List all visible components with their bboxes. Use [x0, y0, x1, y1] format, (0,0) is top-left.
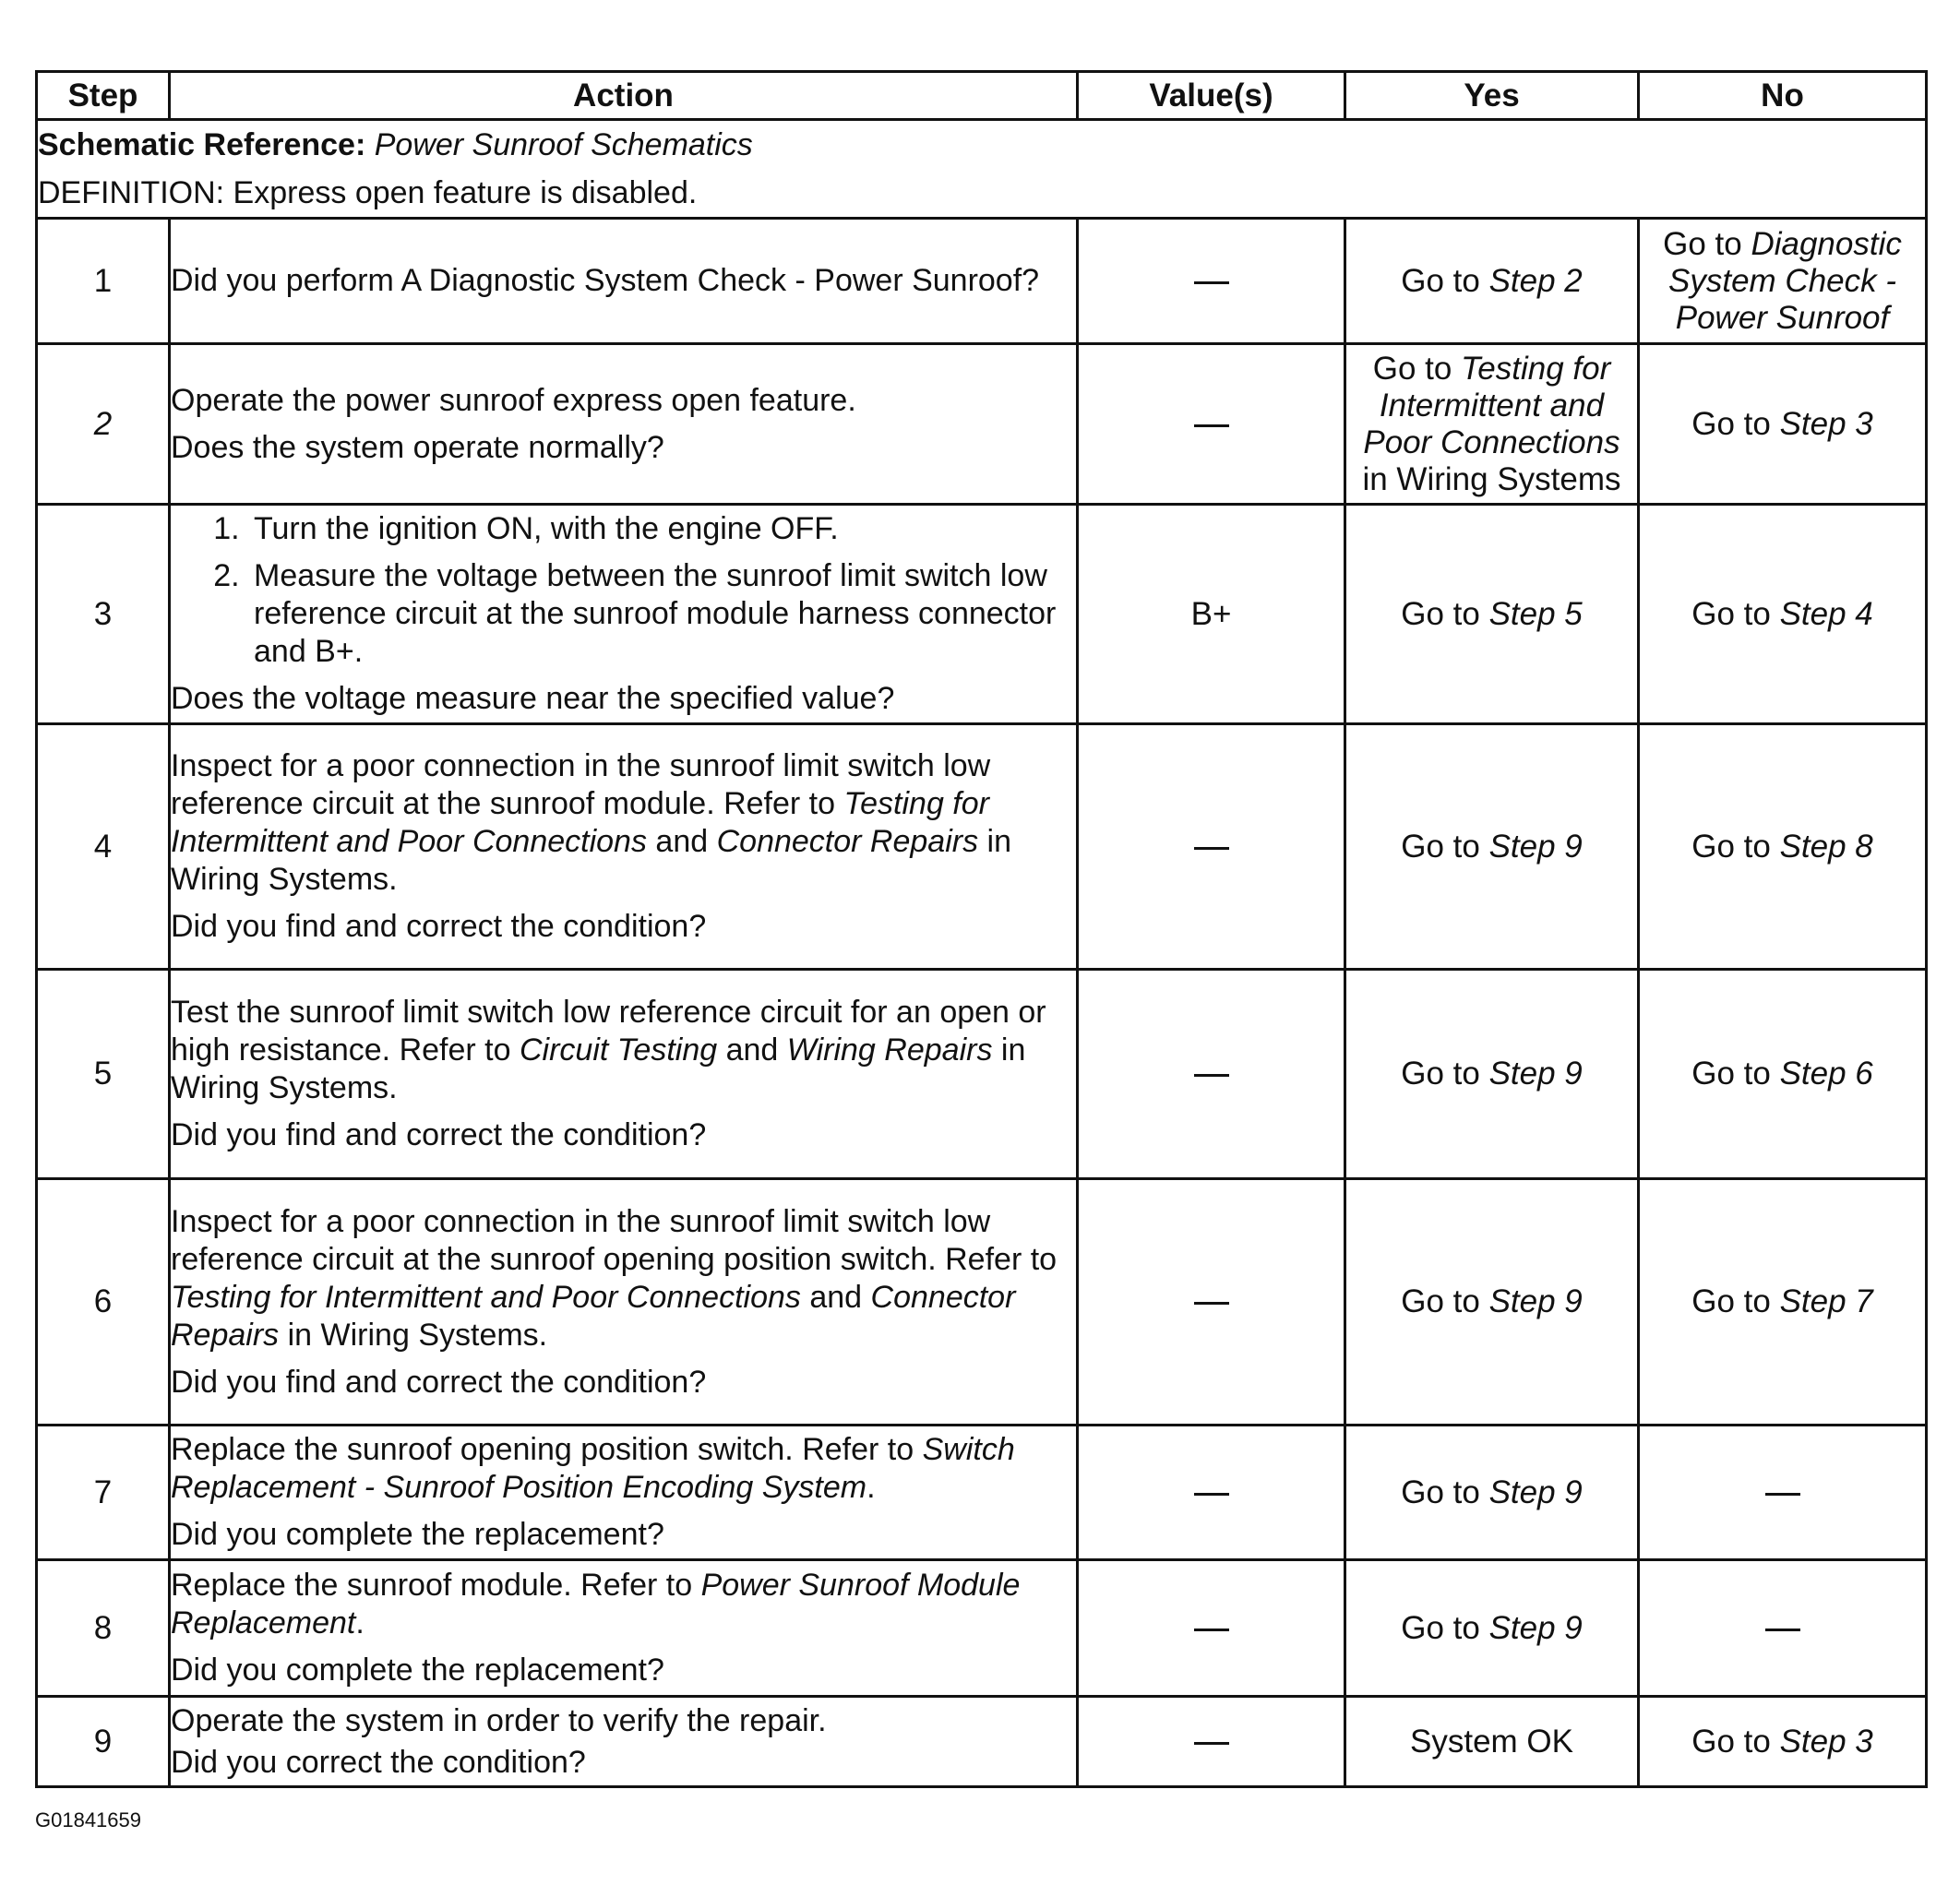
action-question: Does the system operate normally?	[171, 429, 664, 465]
list-item: 2. Measure the voltage between the sunroof limit switch low reference circuit at the sunroof module harness connector and B+.	[248, 557, 1076, 671]
no-prefix: Go to	[1691, 1056, 1771, 1092]
action-question: Did you find and correct the condition?	[171, 909, 707, 944]
no-step-link[interactable]: Diagnostic System Check - Power Sunroof	[1668, 225, 1902, 336]
yes-step-link[interactable]: Testing for Intermittent and Poor Connections	[1363, 350, 1620, 460]
action-question: Did you complete the replacement?	[171, 1517, 664, 1552]
header-step: Step	[37, 72, 170, 120]
no-cell	[1639, 505, 1927, 724]
action-connector: and	[809, 1279, 863, 1315]
no-cell	[1639, 1560, 1927, 1697]
table-row	[37, 1697, 1927, 1787]
action-cell	[170, 1560, 1078, 1697]
no-prefix: Go to	[1663, 225, 1742, 262]
yes-step-link[interactable]: Step 9	[1488, 1056, 1583, 1092]
action-cell	[170, 1179, 1078, 1426]
schematic-reference-link[interactable]: Power Sunroof Schematics	[374, 127, 753, 162]
dash-mark	[1194, 1742, 1229, 1745]
figure-id: G01841659	[35, 1808, 141, 1831]
no-cell	[1639, 724, 1927, 970]
step-number: 6	[37, 1179, 170, 1426]
yes-prefix: Go to	[1401, 1609, 1480, 1646]
no-step-link[interactable]: Step 4	[1779, 595, 1873, 632]
action-question: Did you complete the replacement?	[171, 1652, 664, 1688]
yes-step-link[interactable]: Step 9	[1488, 828, 1583, 865]
step-number: 7	[37, 1426, 170, 1560]
yes-cell	[1345, 1560, 1639, 1697]
step-number: 2	[37, 344, 170, 505]
no-cell	[1639, 1426, 1927, 1560]
action-period: .	[355, 1605, 365, 1640]
reference-link[interactable]: Circuit Testing	[519, 1032, 718, 1068]
header-values: Value(s)	[1078, 72, 1345, 120]
diagnostic-table	[35, 70, 1928, 1788]
yes-prefix: Go to	[1401, 1283, 1480, 1319]
table-row	[37, 1179, 1927, 1426]
action-text: Operate the system in order to verify the repair.	[171, 1702, 827, 1738]
no-prefix: Go to	[1691, 1283, 1771, 1319]
reference-link[interactable]: Testing for Intermittent and Poor Connections	[171, 1279, 801, 1315]
action-text	[171, 1431, 1076, 1507]
no-step-link[interactable]: Step 6	[1779, 1056, 1873, 1092]
diagnostic-table-container	[35, 70, 1925, 1788]
no-cell	[1639, 344, 1927, 505]
yes-step-link[interactable]: Step 5	[1488, 595, 1583, 632]
no-cell	[1639, 1697, 1927, 1787]
dash-mark	[1194, 1493, 1229, 1496]
header-row	[37, 72, 1927, 120]
step-number: 5	[37, 970, 170, 1179]
header-yes: Yes	[1345, 72, 1639, 120]
yes-prefix: Go to	[1401, 262, 1480, 299]
action-sentence: Inspect for a poor connection in the sunroof limit switch low reference circuit at the sunroof opening position switch. Refer to	[171, 1203, 1058, 1277]
reference-link[interactable]: Switch Replacement - Sunroof Position Encoding System	[171, 1432, 1015, 1505]
dash-mark	[1765, 1493, 1800, 1496]
yes-cell	[1345, 724, 1639, 970]
no-cell	[1639, 1179, 1927, 1426]
action-cell	[170, 344, 1078, 505]
action-suffix: in Wiring Systems.	[171, 824, 1012, 897]
action-text	[171, 747, 1076, 899]
table-row	[37, 505, 1927, 724]
action-cell	[170, 724, 1078, 970]
step-number: 1	[37, 219, 170, 344]
action-suffix: in Wiring Systems.	[287, 1317, 548, 1353]
reference-link[interactable]: Power Sunroof Module Replacement	[171, 1568, 1021, 1640]
action-cell	[170, 1426, 1078, 1560]
reference-link[interactable]: Wiring Repairs	[786, 1032, 993, 1068]
dash-mark	[1194, 281, 1229, 284]
yes-cell	[1345, 1179, 1639, 1426]
action-suffix: in Wiring Systems.	[171, 1032, 1026, 1105]
step-number: 9	[37, 1697, 170, 1787]
value-cell	[1078, 1426, 1345, 1560]
yes-cell: System OK	[1345, 1697, 1639, 1787]
no-prefix: Go to	[1691, 828, 1771, 865]
table-row	[37, 344, 1927, 505]
action-list	[171, 510, 1076, 671]
value-cell	[1078, 1560, 1345, 1697]
reference-link[interactable]: Testing for Intermittent and Poor Connections	[171, 786, 989, 859]
yes-cell	[1345, 970, 1639, 1179]
schematic-reference-row	[37, 120, 1927, 219]
action-question: Did you find and correct the condition?	[171, 1364, 707, 1400]
reference-link[interactable]: Connector Repairs	[716, 824, 979, 859]
action-cell	[170, 505, 1078, 724]
dash-mark	[1194, 424, 1229, 427]
dash-mark	[1765, 1629, 1800, 1631]
action-cell	[170, 219, 1078, 344]
no-prefix: Go to	[1691, 1723, 1771, 1760]
dash-mark	[1194, 847, 1229, 850]
no-step-link[interactable]: Step 3	[1779, 405, 1873, 442]
action-period: .	[866, 1470, 876, 1505]
yes-prefix: Go to	[1401, 595, 1480, 632]
dash-mark	[1194, 1302, 1229, 1305]
action-sentence: Replace the sunroof opening position switch. Refer to	[171, 1432, 914, 1467]
value-cell: B+	[1078, 505, 1345, 724]
dash-mark	[1194, 1074, 1229, 1077]
table-row	[37, 970, 1927, 1179]
action-text	[171, 1203, 1076, 1354]
yes-cell	[1345, 219, 1639, 344]
no-prefix: Go to	[1691, 595, 1771, 632]
action-question: Did you find and correct the condition?	[171, 1117, 707, 1152]
yes-cell	[1345, 1426, 1639, 1560]
action-text: Operate the power sunroof express open feature.	[171, 382, 856, 418]
value-cell	[1078, 970, 1345, 1179]
list-item: 1. Turn the ignition ON, with the engine OFF.	[248, 510, 1076, 548]
action-question: Did you correct the condition?	[171, 1744, 586, 1780]
step-number: 3	[37, 505, 170, 724]
yes-prefix: Go to	[1401, 1056, 1480, 1092]
table-row	[37, 724, 1927, 970]
action-text	[171, 994, 1076, 1107]
no-step-link[interactable]: Step 7	[1779, 1283, 1873, 1319]
yes-prefix: Go to	[1401, 828, 1480, 865]
value-cell	[1078, 724, 1345, 970]
yes-cell	[1345, 344, 1639, 505]
yes-suffix: in Wiring Systems	[1362, 460, 1621, 497]
header-no: No	[1639, 72, 1927, 120]
value-cell	[1078, 344, 1345, 505]
yes-cell	[1345, 505, 1639, 724]
header-action: Action	[170, 72, 1078, 120]
value-cell	[1078, 1179, 1345, 1426]
yes-step-link[interactable]: Step 9	[1488, 1473, 1583, 1510]
action-sentence: Replace the sunroof module. Refer to	[171, 1568, 693, 1603]
no-step-link[interactable]: Step 8	[1779, 828, 1873, 865]
table-row	[37, 1426, 1927, 1560]
no-step-link[interactable]: Step 3	[1779, 1723, 1873, 1760]
action-connector: and	[725, 1032, 779, 1068]
no-cell	[1639, 970, 1927, 1179]
no-cell	[1639, 219, 1927, 344]
step-number: 4	[37, 724, 170, 970]
table-row	[37, 219, 1927, 344]
schematic-reference-label: Schematic Reference:	[38, 127, 366, 162]
table-row	[37, 1560, 1927, 1697]
action-text	[171, 1567, 1076, 1642]
no-prefix: Go to	[1691, 405, 1771, 442]
action-text: Did you perform A Diagnostic System Check - Power Sunroof?	[171, 263, 1040, 298]
action-question: Does the voltage measure near the specified value?	[171, 681, 895, 716]
yes-step-link[interactable]: Step 2	[1488, 262, 1583, 299]
yes-step-link[interactable]: Step 9	[1488, 1283, 1583, 1319]
value-cell	[1078, 219, 1345, 344]
action-sentence: Inspect for a poor connection in the sunroof limit switch low reference circuit at the sunroof module. Refer to	[171, 748, 991, 821]
value-cell	[1078, 1697, 1345, 1787]
step-number: 8	[37, 1560, 170, 1697]
yes-step-link[interactable]: Step 9	[1488, 1609, 1583, 1646]
action-sentence: Test the sunroof limit switch low reference circuit for an open or high resistance. Refer to	[171, 995, 1046, 1068]
action-cell	[170, 970, 1078, 1179]
yes-prefix: Go to	[1401, 1473, 1480, 1510]
schematic-reference-cell	[37, 120, 1927, 219]
definition-text: DEFINITION: Express open feature is disabled.	[38, 175, 698, 210]
reference-link[interactable]: Connector Repairs	[171, 1279, 1016, 1353]
action-connector: and	[655, 824, 709, 859]
dash-mark	[1194, 1629, 1229, 1631]
action-cell	[170, 1697, 1078, 1787]
yes-prefix: Go to	[1372, 350, 1452, 387]
